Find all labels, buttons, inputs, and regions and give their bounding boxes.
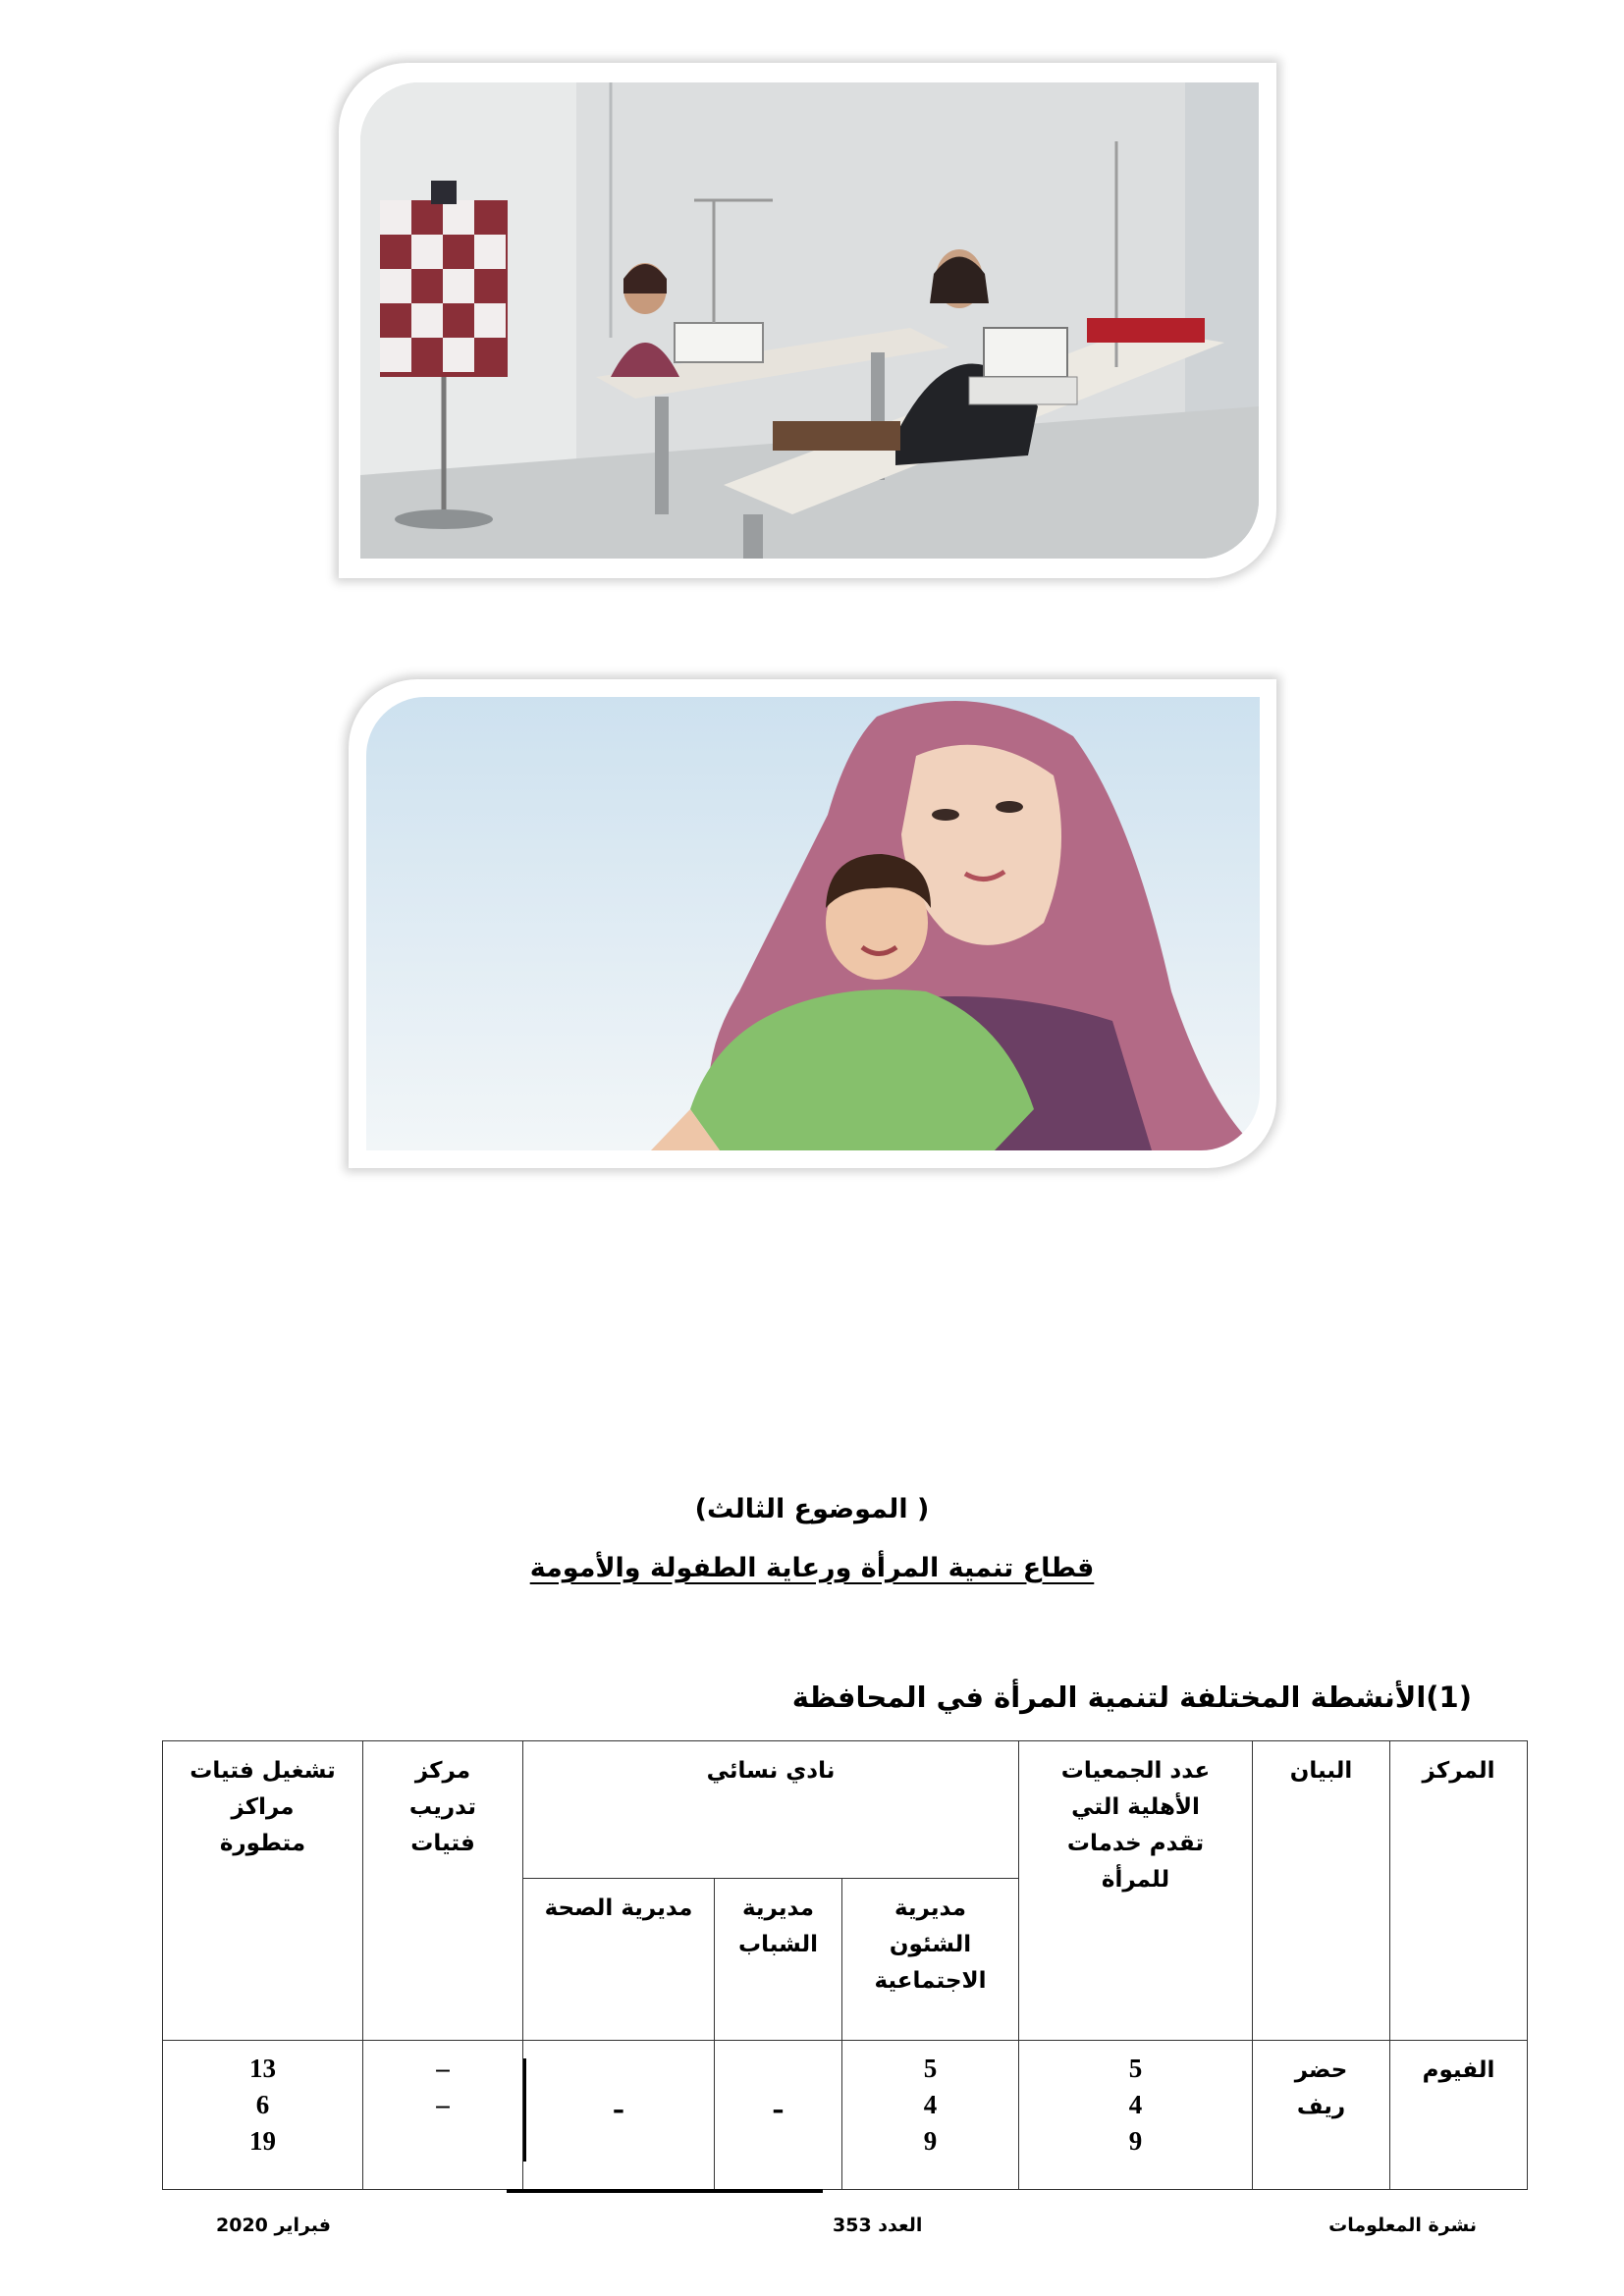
- cell-center: الفيوم: [1390, 2041, 1528, 2190]
- header-statement: البيان: [1253, 1741, 1390, 2041]
- sewing-workshop-photo: [339, 63, 1276, 578]
- footer-issue: العدد 353: [833, 2215, 923, 2236]
- club-social-urban: 5: [923, 2054, 938, 2083]
- footer-publication: نشرة المعلومات: [1328, 2215, 1477, 2236]
- table-row: [163, 2041, 1528, 2190]
- table-caption: (1)الأنشطة المختلفة لتنمية المرأة في المحافظة: [791, 1681, 1472, 1714]
- associations-rural: 4: [1128, 2090, 1143, 2119]
- statement-rural: ريف: [1296, 2094, 1346, 2119]
- statement-urban: حضر: [1294, 2057, 1348, 2083]
- associations-urban: 5: [1128, 2054, 1143, 2083]
- header-club-youth: مديرية الشباب: [715, 1879, 842, 2041]
- club-health-divider-line: [523, 2058, 526, 2162]
- cell-advanced-girls: [163, 2041, 363, 2190]
- header-club-health: مديرية الصحة: [523, 1879, 715, 2041]
- header-advanced-girls: تشغيل فتيات مراكز متطورة: [163, 1741, 363, 2041]
- cell-club-health: [523, 2041, 715, 2190]
- cell-statement: [1253, 2041, 1390, 2190]
- cell-girls-training: [363, 2041, 523, 2190]
- mother-child-image: [366, 697, 1260, 1150]
- header-center: المركز: [1390, 1741, 1528, 2041]
- club-social-total: 9: [923, 2126, 938, 2156]
- topic-label: ( الموضوع الثالث): [694, 1494, 930, 1524]
- header-girls-training: مركز تدريب فتيات: [363, 1741, 523, 2041]
- sector-title: قطاع تنمية المرأة ورعاية الطفولة والأمومة: [529, 1553, 1095, 1583]
- table-header-row: [163, 1741, 1528, 1879]
- girls-training-rural: –: [436, 2090, 450, 2119]
- header-club-social: مديرية الشئون الاجتماعية: [842, 1879, 1019, 2041]
- cell-club-social: [842, 2041, 1019, 2190]
- sewing-workshop-image: [360, 82, 1259, 559]
- associations-total: 9: [1128, 2126, 1143, 2156]
- cell-associations: [1019, 2041, 1253, 2190]
- advanced-girls-urban: 13: [249, 2054, 276, 2083]
- header-womens-club: نادي نسائي: [523, 1741, 1019, 1879]
- club-columns-bottom-rule: [507, 2189, 823, 2193]
- club-health-dash: ـ: [615, 2089, 623, 2118]
- club-youth-dash: ـ: [774, 2089, 783, 2118]
- girls-training-urban: –: [436, 2054, 450, 2083]
- women-activities-table: [162, 1740, 1528, 2190]
- cell-club-youth: [715, 2041, 842, 2190]
- mother-child-illustration: [349, 679, 1276, 1168]
- header-associations: عدد الجمعيات الأهلية التي تقدم خدمات للمرأة: [1019, 1741, 1253, 2041]
- footer-date: فبراير 2020: [216, 2215, 331, 2236]
- advanced-girls-rural: 6: [255, 2090, 270, 2119]
- advanced-girls-total: 19: [249, 2126, 276, 2156]
- club-social-rural: 4: [923, 2090, 938, 2119]
